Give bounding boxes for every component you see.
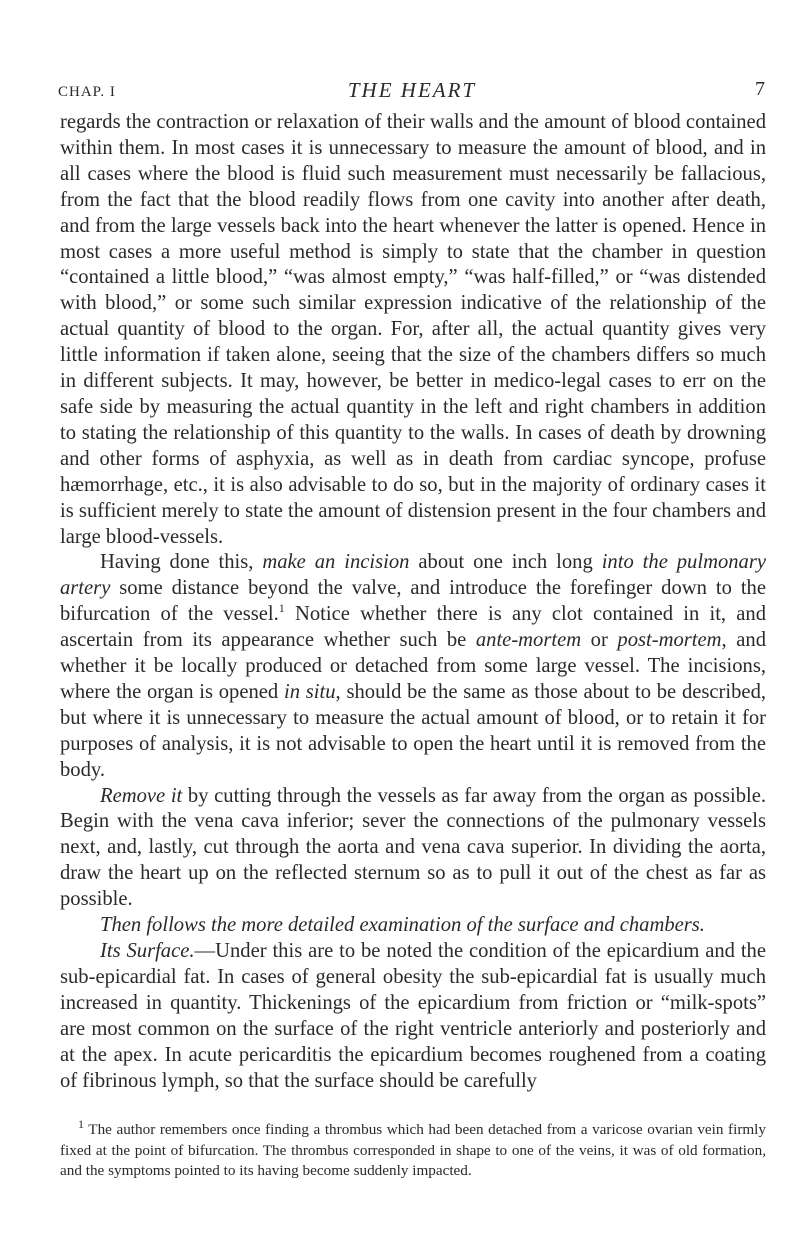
body-text (60, 110, 766, 1094)
emphasis-its-surface: Its Surface. (100, 940, 195, 962)
text-run: , should be the same as those about to be described, but where it is unnecessary to measure the actual amount of blood, or to retain it for purposes of analysis, it is not advisable to open the heart until it is removed from the body. (60, 680, 767, 781)
text-run: some distance beyond the valve, and introduce the forefinger down to the bifurcation of the vessel. (60, 577, 766, 626)
paragraph-blood-amount: regards the contraction or relaxation of their walls and the amount of blood contained within them. In most cases it is unnecessary to measure the amount of blood, and in all cases where the blood is fluid such measurement must necessarily be fallacious, from the fact that the blood readily flows from one cavity into another after death, and from the large vessels back into the heart whenever the latter is opened. Hence in most cases a more useful method is simply to state that the chamber in question “contained a little blood,” “was almost empty,” “was half-filled,” or “was distended with blood,” or some such similar expression indicative of the relationship of the actual quantity of blood to the organ. For, after all, the actual quantity gives very little information if taken alone, seeing that the size of the chambers differs so much in different subjects. It may, however, be better in medico-legal cases to err on the safe side by measuring the actual quantity in the left and right chambers in addition to stating the relationship of this quantity to the walls. In cases of death by drowning and other forms of asphyxia, as well as in death from cardiac syncope, profuse hæmorrhage, etc., it is also advisable to do so, but in the majority of ordinary cases it is sufficient merely to state the amount of distension present in the four chambers and large blood-vessels. (60, 111, 766, 548)
paragraph-remove-heart (60, 784, 766, 914)
footnote-reference: 1 (278, 601, 285, 616)
text-run: by cutting through the vessels as far away from the organ as possible. Begin with the vena cava inferior; sever the connections of the pulmonary vessels next, and, lastly, cut through the aorta and vena cava superior. In dividing the aorta, draw the heart up on the reflected sternum so as to pull it out of the chest as far as possible. (60, 784, 766, 911)
emphasis-in-situ: in situ (284, 680, 336, 703)
running-head (58, 78, 766, 108)
text-run: , and whether it be locally produced or detached from some large vessel. The incisions, where the organ is opened (60, 629, 766, 703)
emphasis-post-mortem: post-mortem (617, 629, 722, 652)
emphasis-pulmonary-artery: into the pulmonary artery (60, 551, 766, 600)
footnote (60, 1116, 766, 1182)
emphasis-detailed-examination: Then follows the more detailed examination of the surface and chambers. (100, 914, 705, 937)
text-run: Having done this, (100, 551, 263, 574)
running-title: THE HEART (347, 78, 477, 102)
emphasis-remove-it: Remove it (100, 784, 183, 807)
text-run: —Under this are to be noted the condition of the epicardium and the sub-epicardial fat. In cases of general obesity the sub-epicardial fat is usually much increased in quantity. Thickenings of the epicardium from friction or “milk-spots” are most common on the surface of the right ventricle anteriorly and posteriorly and at the apex. In acute pericarditis the epicardium becomes roughened from a coating of fibrinous lymph, so that the surface should be carefully (60, 940, 766, 1092)
text-run: about one inch long (409, 551, 602, 574)
footnote-text: The author remembers once finding a thrombus which had been detached from a varicose ovarian vein firmly fixed at the point of bifurcation. The thrombus corresponded in shape to one of the veins, it was of old formation, and the symptoms pointed to its having become suddenly impacted. (60, 1121, 766, 1179)
chapter-label: CHAP. I (58, 84, 116, 100)
text-run: or (581, 629, 618, 652)
emphasis-make-incision: make an incision (262, 551, 410, 574)
paragraph-incision (60, 550, 766, 783)
page-number: 7 (755, 78, 766, 100)
emphasis-ante-mortem: ante-mortem (475, 629, 582, 652)
paragraph-surface (60, 939, 766, 1094)
footnote-marker: 1 (78, 1116, 84, 1131)
paragraph-detailed-examination (60, 913, 766, 939)
text-run: Notice whether there is any clot contained in it, and ascertain from its appearance whether such be (60, 603, 767, 652)
